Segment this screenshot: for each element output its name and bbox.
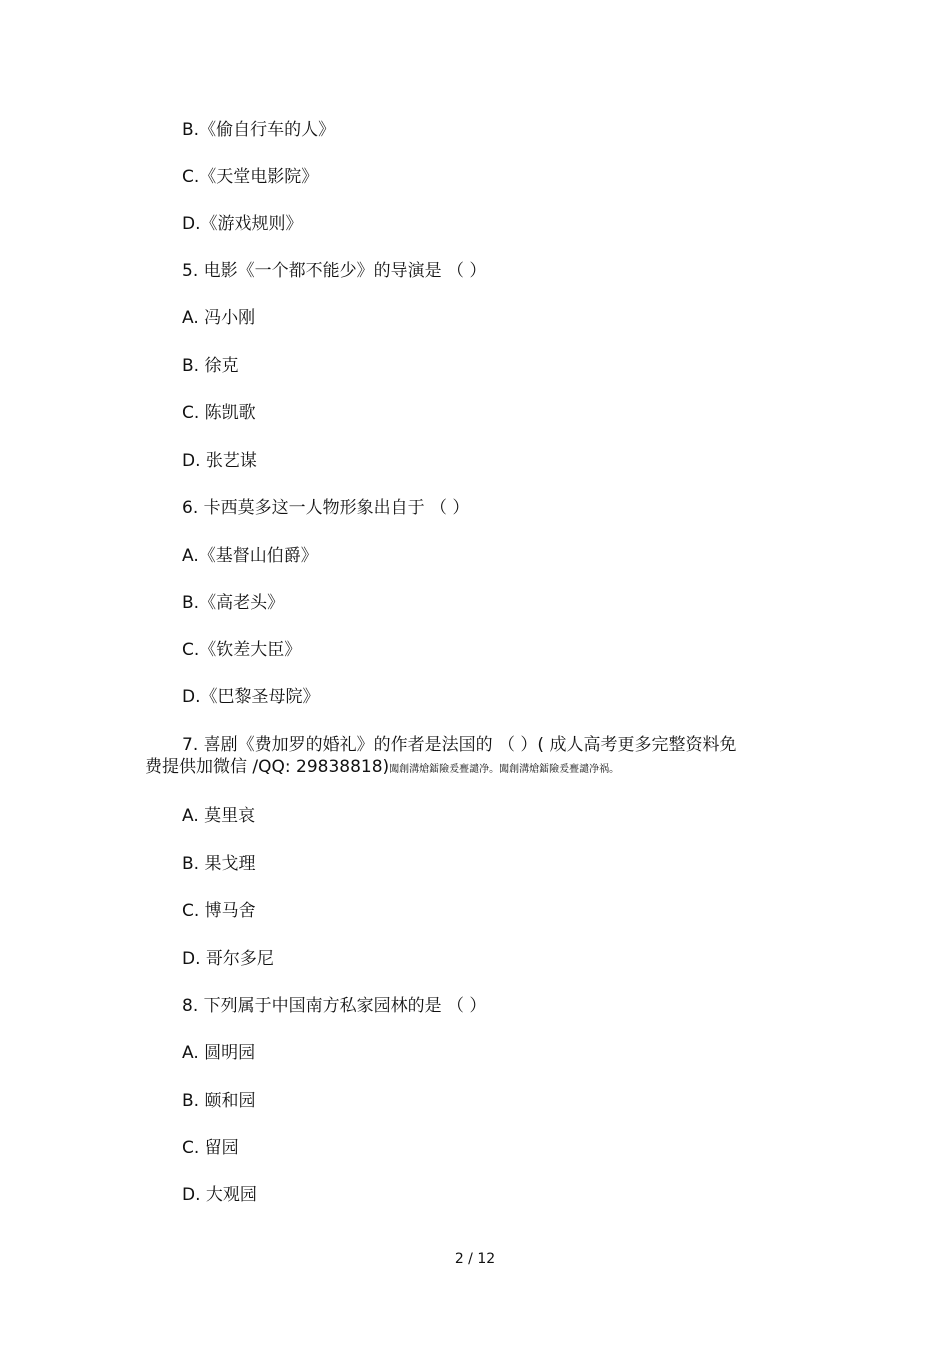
option-8c: C. 留园 [182, 1138, 239, 1158]
question-7-contact: 费提供加微信 /QQ: 29838818) [145, 757, 390, 777]
option-7d: D. 哥尔多尼 [182, 949, 274, 969]
question-7-line-1: 7. 喜剧《费加罗的婚礼》的作者是法国的 （ ）( 成人高考更多完整资料免 [182, 735, 737, 755]
question-7-line-2 [145, 756, 805, 781]
option-4c: C.《天堂电影院》 [182, 167, 319, 187]
option-6a: A.《基督山伯爵》 [182, 546, 318, 566]
question-7-noise-text: 闖創溝熗鐳險爰亹譴净。闖創溝熗鐳險爰亹譴净祸。 [389, 764, 620, 775]
question-6: 6. 卡西莫多这一人物形象出自于 （ ） [182, 498, 470, 518]
option-6b: B.《高老头》 [182, 593, 285, 613]
option-8d: D. 大观园 [182, 1185, 257, 1205]
option-5d: D. 张艺谋 [182, 451, 257, 471]
option-7b: B. 果戈理 [182, 854, 256, 874]
question-8: 8. 下列属于中国南方私家园林的是 （ ） [182, 996, 487, 1016]
option-4d: D.《游戏规则》 [182, 214, 303, 234]
option-7c: C. 博马舍 [182, 901, 256, 921]
option-5a: A. 冯小刚 [182, 308, 256, 328]
option-4b: B.《偷自行车的人》 [182, 120, 336, 140]
question-5: 5. 电影《一个都不能少》的导演是 （ ） [182, 261, 487, 281]
page-number: 2 / 12 [454, 1251, 496, 1267]
option-8a: A. 圆明园 [182, 1043, 256, 1063]
option-5c: C. 陈凯歌 [182, 403, 256, 423]
option-7a: A. 莫里哀 [182, 806, 256, 826]
question-7 [145, 734, 805, 781]
option-8b: B. 颐和园 [182, 1091, 256, 1111]
option-5b: B. 徐克 [182, 356, 239, 376]
option-6d: D.《巴黎圣母院》 [182, 687, 320, 707]
option-6c: C.《钦差大臣》 [182, 640, 302, 660]
